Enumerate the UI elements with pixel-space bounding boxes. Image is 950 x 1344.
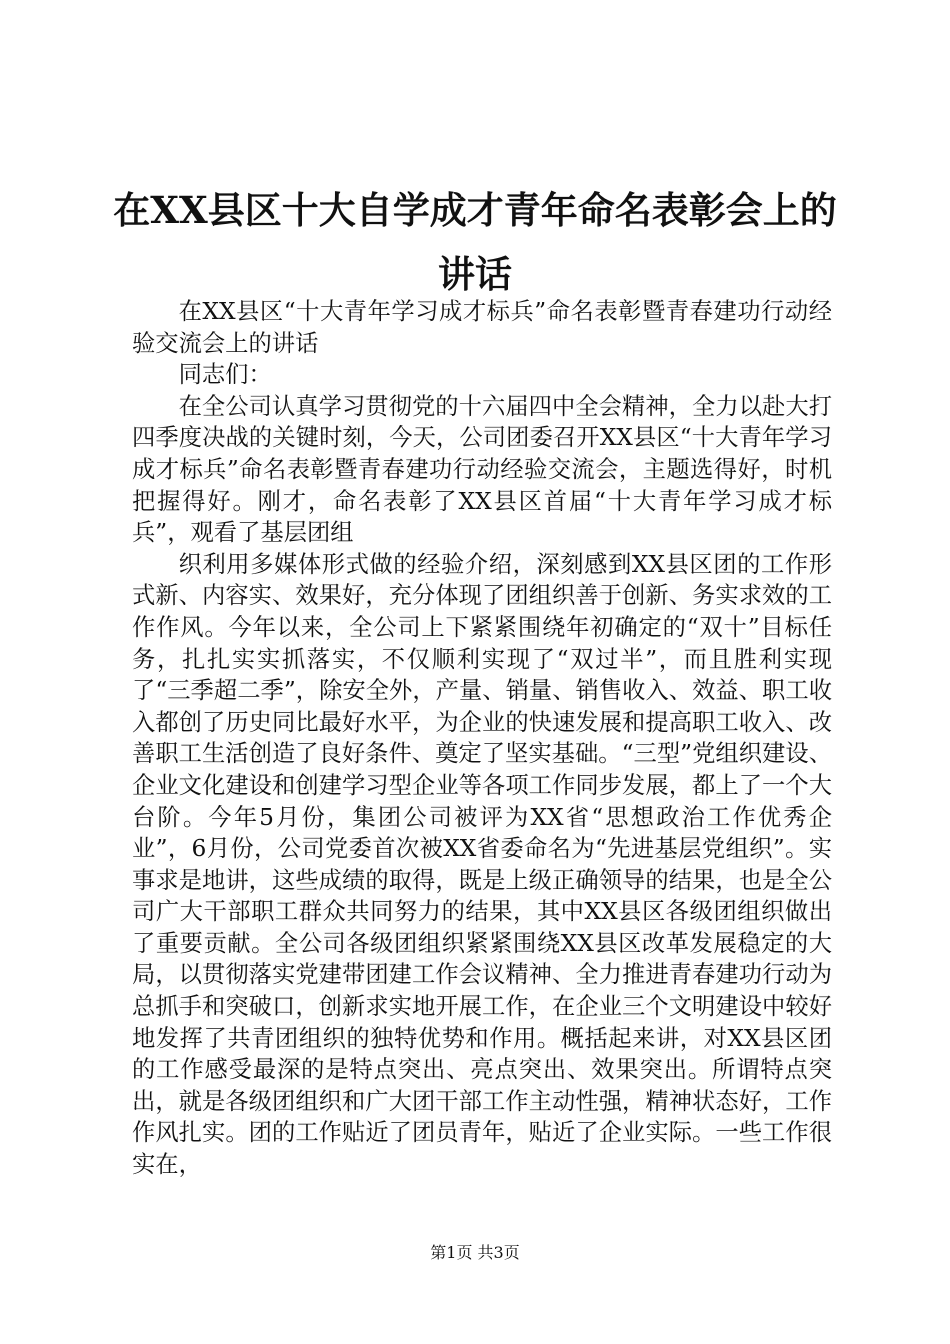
paragraph-body: 织利用多媒体形式做的经验介绍，深刻感到XX县区团的工作形式新、内容实、效果好，充分体现了团组织善于创新、务实求效的工作作风。今年以来，全公司上下紧紧围绕年初确定的“双十”目标任务，扎扎实实抓落实，不仅顺利实现了“双过半”，而且胜利实现了“三季超二季”，除安全外，产量、销量、销售收入、效益、职工收入都创了历史同比最好水平，为企业的快速发展和提高职工收入、改善职工生活创造了良好条件、奠定了坚实基础。“三型”党组织建设、企业文化建设和创建学习型企业等各项工作同步发展，都上了一个大台阶。今年5月份，集团公司被评为XX省“思想政治工作优秀企业”，6月份，公司党委首次被XX省委命名为“先进基层党组织”。实事求是地讲，这些成绩的取得，既是上级正确领导的结果，也是全公司广大干部职工群众共同努力的结果，其中XX县区各级团组织做出了重要贡献。全公司各级团组织紧紧围绕XX县区改革发展稳定的大局，以贯彻落实党建带团建工作会议精神、全力推进青春建功行动为总抓手和突破口，创新求实地开展工作，在企业三个文明建设中较好地发挥了共青团组织的独特优势和作用。概括起来讲，对XX县区团的工作感受最深的是特点突出、亮点突出、效果突出。所谓特点突出，就是各级团组织和广大团干部工作主动性强，精神状态好，工作作风扎实。团的工作贴近了团员青年，贴近了企业实际。一些工作很实在， [132, 550, 832, 1179]
paragraph-body: 在全公司认真学习贯彻党的十六届四中全会精神，全力以赴大打四季度决战的关键时刻，今天，公司团委召开XX县区“十大青年学习成才标兵”命名表彰暨青春建功行动经验交流会，主题选得好，时机把握得好。刚才，命名表彰了XX县区首届“十大青年学习成才标兵”，观看了基层团组 [132, 392, 832, 547]
paragraph-subtitle: 在XX县区“十大青年学习成才标兵”命名表彰暨青春建功行动经验交流会上的讲话 [132, 298, 832, 357]
page-footer [0, 1242, 950, 1264]
document-body [132, 296, 832, 1181]
document-title [110, 178, 840, 306]
title-line-2: 讲话 [438, 252, 512, 296]
title-line-1: 在XX县区十大自学成才青年命名表彰会上的 [113, 188, 837, 232]
page-number: 第1页 共3页 [430, 1243, 520, 1262]
paragraph-salutation: 同志们： [178, 361, 272, 389]
